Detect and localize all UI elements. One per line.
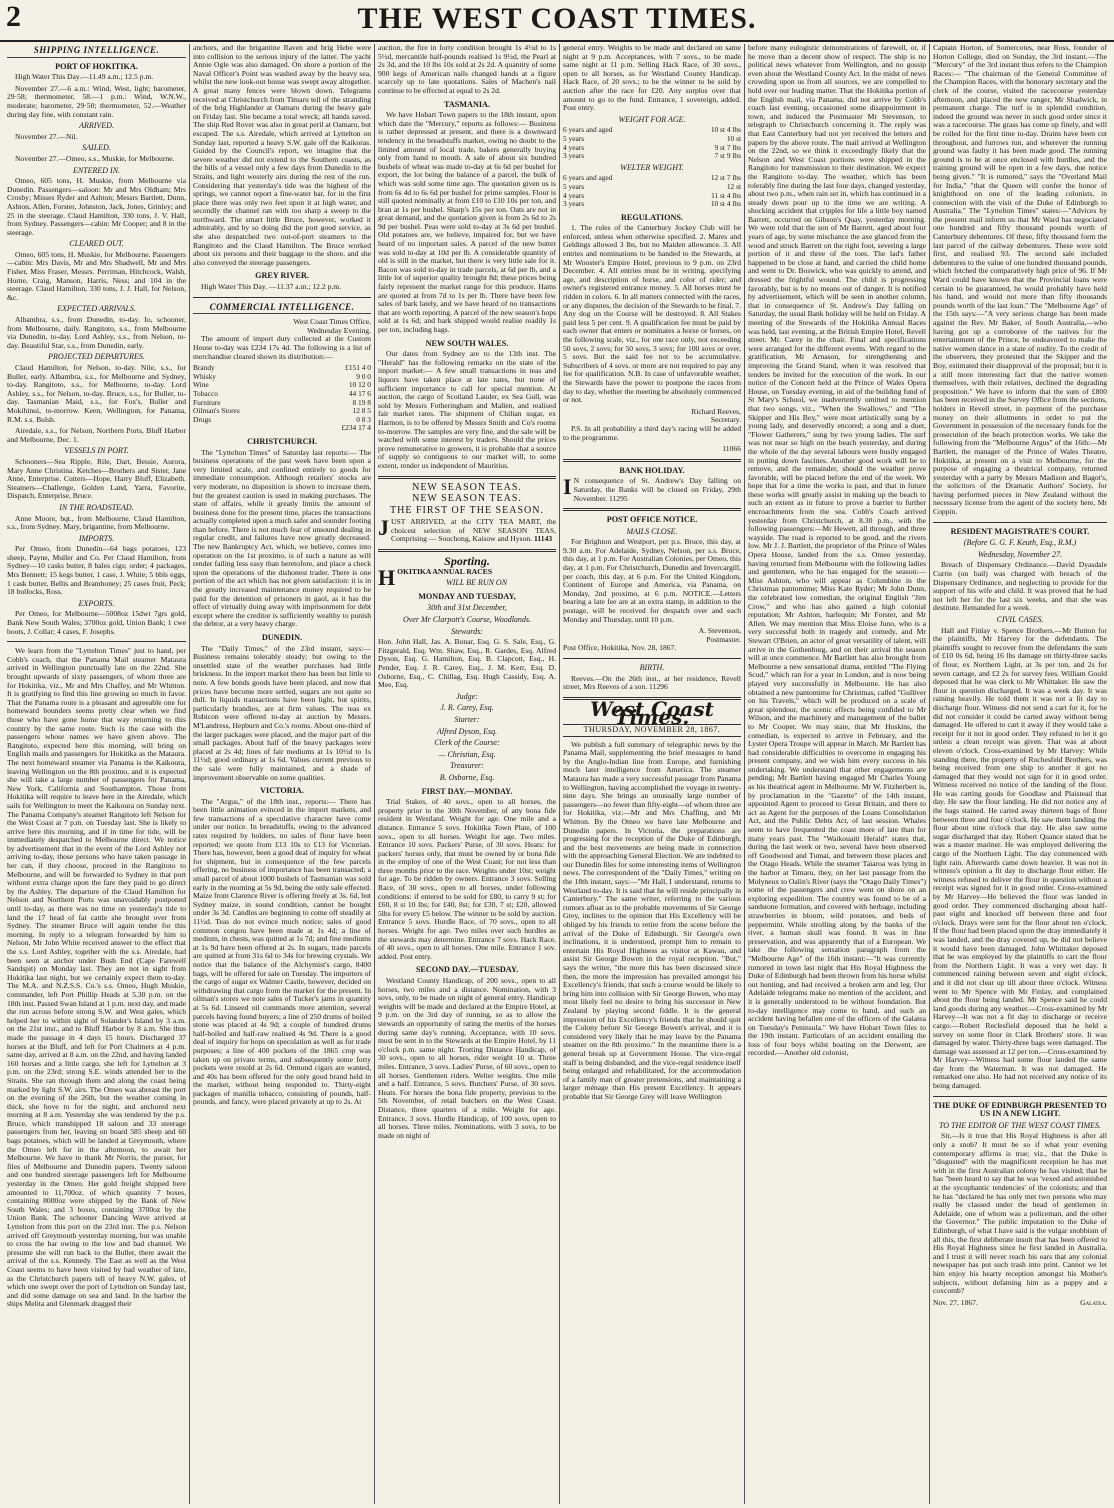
duty-row-label: Wine xyxy=(193,380,209,390)
starter-name: Alfred Dyson, Esq. xyxy=(436,726,498,736)
office-line: West Coast Times Office, xyxy=(293,317,371,327)
welter-row-label: 6 years and aged xyxy=(563,173,613,183)
bank-holiday-text: I N consequence of St. Andrew's Day falling on Saturday, the Banks will be closed on Friday, 29th November. 11295 xyxy=(563,474,741,503)
cleared-heading: CLEARED OUT. xyxy=(69,239,124,249)
races-line-3: MONDAY AND TUESDAY, xyxy=(418,591,516,601)
duty-row-label: Drugs xyxy=(193,414,212,424)
customs-text: The amount of import duty collected at the Custom House to-day was £234 17s 4d. The following is a list of merchandise cleared shown its distribution:— xyxy=(193,334,371,361)
tea-ad-number: 11143 xyxy=(534,534,553,544)
grey-river-heading: GREY RIVER. xyxy=(255,271,309,281)
duty-row-label: Brandy xyxy=(193,363,215,373)
port-heading: PORT OF HOKITIKA. xyxy=(55,61,138,71)
duty-row xyxy=(193,424,371,433)
postmaster-title: Postmaster. xyxy=(706,634,741,644)
duty-row-value: 9 0 0 xyxy=(356,371,371,381)
welter-row-label: 3 years xyxy=(563,199,585,209)
imports-heading: IMPORTS. xyxy=(78,533,115,543)
divider xyxy=(378,549,556,552)
welter-table xyxy=(563,174,741,208)
weight-row-value: 9 st 7 lbs xyxy=(714,142,741,152)
divider xyxy=(7,641,186,642)
weight-for-age-table xyxy=(563,126,741,160)
ps-text: P.S. In all probability a third day's racing will be added to the programme. xyxy=(563,423,741,442)
court-date: Wednesday, November 27. xyxy=(977,549,1063,559)
welter-row-value: 11 st 4 lbs xyxy=(711,190,741,200)
regulations-heading: REGULATIONS. xyxy=(621,212,683,222)
weight-row xyxy=(563,126,741,135)
tea-ad-line-1: NEW SEASON TEAS. xyxy=(412,481,522,493)
duty-row-label: Furniture xyxy=(193,397,221,407)
weight-row-label: 3 years xyxy=(563,151,585,161)
birth-text: Reeves.—On the 26th inst., at her residence, Revell street, Mrs Reeves of a son. 11296 xyxy=(563,673,741,692)
court-text: Breach of Dispensary Ordinance.—David Dyasdale Currie (on bail) was charged with breach of the Dispensary Ordinance, and neglecting to provide for the support of his wife and child. It was proved that he had not left her for the last six weeks, and that she was destitute. Remanded for a week. xyxy=(933,560,1107,613)
cleared-text: Omeo, 605 tons, H. Muskie, for Melbourne. Passengers—cabin: Mrs Davis, Mr and Mrs Shadwell, Mr and Mrs Fisher, Miss Fraser, Messrs. Perriman, Hitchcock, Walsh, Horne, Craig, Manson, Harris, Ness; and 104 in the steerage. Claud Hamilton, 330 tons, J. J. Hall, for Nelson, &c. xyxy=(7,249,186,302)
projected-text: Claud Hamilton, for Nelson, to-day. Nile, s.s., for Buller, early. Albambra, s.s., for Melbourne and Sydney, to-day. Rangitoto, s.s., for Melbourne, to-day. Lord Ashley, s.s., for Nelson, to-day. Bruce, s.s., for Buller, to-day. Tasmanian Maid, s.s., for Fox's, Buller and Mokihinui, to-morrow. Keen, Wellington, for Panama, R.M. s.s. Bulsh. xyxy=(7,363,186,424)
bank-holiday-body: N consequence of St. Andrew's Day falling on Saturday, the Banks will be closed on Friday, 29th November. 11295 xyxy=(573,476,741,503)
shipping-news: We learn from the "Lyttelton Times" just to hand, per Cobb's coach, that the Panama Mail steamer Mataura arrived in Wellington punctually late on the 22nd. She brought upwards of sixty passengers, of whom three are for Hokitika, viz., Mr and Mrs Chaffey, and Mr Whitton. It is gratifying to find this line growing so much in favor. That the Panama route is a pleasant and agreeable one for homeward bounders seems pretty clear when we find those who have gone home that way returning to this country by the same route. Such is the case with the passengers whose names we have given above. The Rangitoto, expected here this morning, will bring on English mails and passengers for Hokitika as the Mataura. The next homeward steamer via Panama is the Kaikoura, leaving Wellington on the 8th proximo, and it is expected she will take a large number of passengers for Panama, New York, California and Southampton. Those from Hokitika will require to leave here in the Airedale, which sails for Wellington to meet the Kaikoura on Sunday next. The Panama Company's steamer Rangitoto left Nelson for the West Coast at 7 p.m. on Tuesday last. She is likely to arrive here this morning, and if in time for tide, will be immediately despatched to Melbourne direct. We notice by advertisement that in the event of the Lord Ashley not arriving to-day, those persons who have taken passage in her can, if they choose, proceed in the Rangitoto to Melbourne, and will be forwarded to Sydney in that port without extra charge upon the fare they paid to go direct by the Ashley. The departure of the Claud Hamilton for Nelson and Northern Ports was unavoidably postponed until to-day, as there was no time on yesterday's tide to land the 17 head of fat cattle she brought over from Sydney. The steamer Bruce will again tender for this morning. In reply to a telegram forwarded by him to Nelson, Mr John White received answer to the effect that the s.s. Lord Ashley, together with the s.s. Airedale, had been seen at anchor under Bush End (Cape Farewell Sandspit) on Monday last. They are not in sight from Hokitika last night, but we certainly expect them to-day. The M.A. and N.Z.S.S. Co.'s s.s. Omeo, Hugh Muskie, commander, left Port Phillip Heads at 5.30 p.m. on the 18th inst. Passed Swan Island at 1 p.m. next day, and made the run across before strong S.W. and West gales, which helped her to within sight of Solander's Island by 3 a.m. on the 21st inst., and to Bluff Harbor by 8 a.m. She thus made the passage in 4 days 15 hours. Discharged 37 horses at the Bluff, and left for Port Chalmers at 4 p.m. same day, arrived at 8 a.m. on the 22nd, and having landed 160 horses and a little cargo, she left for Lyttelton at 3 p.m. on the 23rd; strong S.E. winds attended her to the Straits. She ran through them and along the coast being marked by light S.W. airs. The Omeo was abreast the port on the evening of the 26th, but the weather coming in thick, she hove to for the night, and anchored next morning at 8 a.m. Yesterday she was tendered by the p.s. Bruce, which transhipped 18 saloon and 33 steerage passengers from her, leaving on board 585 sheep and 60 bags potatoes, which will be landed at Greymouth, where the Omeo left for in the afternoon, to await her Melbourne. We have to thank Mr Norris, the purser, for files of Melbourne and Dunedin papers. Twenty saloon and one hundred steerage passengers left for Melbourne yesterday in the Omeo. Her gold freight shipped here amounted to 11,700oz. of which quantity 7 boxes, containing 8000oz were shipped by the Bank of New South Wales; and 3 boxes, containing 3700oz by the Union Bank. The schooner Dancing Wave arrived at Lyttelton from this port on the 23rd inst. The p.s. Nelson arrived off Greymouth yesterday morning, but was unable to cross the bar owing to the low and bad channel. We presume she will run back to the Buller, there await the arrival of the s.s. Kennedy. The East as well as the West Coast seems to have been visited by bad weather of late, as the Christchurch papers tell of heavy N.W. gales, of which one swept over the port of Lyttelton on Sunday last, and did some damage on sea and land. In the harbor the ships Melita and Glenmark dragged their xyxy=(7,646,186,1309)
duty-row-value: £234 17 4 xyxy=(341,423,371,433)
day-two-heading: SECOND DAY.—TUESDAY. xyxy=(415,965,519,975)
masthead xyxy=(0,0,1114,42)
tasmania-text: We have Hobart Town papers to the 18th instant, upon which date the "Mercury," reports as follows:— Business is rather depressed at present, and there is a downward tendency in the breadstuffs market, owing no doubt to the limited amount of local trade, bakers generally buying only from hand to mouth. A sale of about six hundred bushels of wheat was made to-day at 6s 6d per bushel for export, the lot being the balance of a parcel, the bulk of which was sold some time ago. The quotation given us is from 6s 4d to 6s 6d per bushel for prime samples. Flour is still quoted nominally at from £10 to £10 10s per ton, and bran at 1s per bushel. Sharp's 15s per ton. Oats are not in great demand, and the quotation given is from 2s 6d to 2s 9d per bushel. Peas were sold to-day at 3s 6d per bushel. Old potatoes are, we believe, impaired for, but we have heard of no important sales. A parcel of the new butter was sold to-day at 10d per lb. A considerable quantity of old is still in the market, but there is very little sale for it. Bacon was sold to-day in trade parcels, at 6d per lb, and a little lot of superior quality brought 8d; these prices being fairly represent the market range for this produce. Hams are quoted at from 7d to 1s per lb. There have been few sales of bark lately, and we have heard of no transactions that are worth reporting. A parcel of the new season's hops sold at 1s 6d; and bark shipped would realise readily 1s per ton, including bags. xyxy=(378,110,556,334)
divider xyxy=(193,297,371,298)
columns xyxy=(4,44,1110,1504)
grey-river-text: High Water This Day. —11.37 a.m.; 12.2 p.m. xyxy=(201,282,342,292)
post-office-heading: POST OFFICE NOTICE. xyxy=(606,515,698,525)
commercial-heading: COMMERCIAL INTELLIGENCE. xyxy=(193,303,371,315)
day-one-text: Trial Stakes, of 40 sovs., open to all horses, the property prior to the 30th November, of any bona fide resident in Westland. Weight for age. One mile and a distance. Entrance 5 sovs. Hokitika Town Plate, of 100 sovs., open to all horses. Weight for age. Two miles. Entrance 10 sovs. Packers' Purse, of 30 sovs. Heats: for packers' horses only, that must be owned by or bona fide in the employ of one of the West Coast; for not less than three months prior to the race. Weights under 10st; weight for age. To be ridden by owners. Entrance 3 sovs. Selling Race, of 30 sovs., open to all horses, under following conditions: if entered to be sold for £80, to carry 9 st; for £60, 8 st 10 lbs; for £40, 8st; for £30, 7 st; £20, allowed 5lbs for every £5 below. The winner to be sold by auction. Entrance 5 sovs. Hurdle Race, of 70 sovs., open to all horses. Weight for age. Two miles over such hurdles as the stewards may determine. Entrance 7 sovs. Hack Race, of 40 sovs., open to all horses. One mile. Entrance 1 sov. added. Post entry. xyxy=(378,797,556,961)
arrived-heading: ARRIVED. xyxy=(79,121,114,131)
day-one-heading: FIRST DAY.—MONDAY. xyxy=(421,786,513,796)
secretary-name: Richard Reeves, xyxy=(691,406,741,416)
high-water: High Water This Day.—11.49 a.m.; 12.5 p.m. xyxy=(15,72,154,82)
races-title: HOKITIKA ANNUAL RACES xyxy=(378,564,493,590)
exports-text: Per Omeo, for Melbourne—5008oz 15dwt 7grs gold, Bank New South Wales; 3700oz gold, Union Bank; 1 cwe boots, J. Collar; 4 cases, F. Josephs. xyxy=(7,609,186,636)
projected-heading: PROJECTED DEPARTURES. xyxy=(48,352,145,362)
roadstead-heading: IN THE ROADSTEAD. xyxy=(59,502,134,512)
column-4 xyxy=(559,44,744,1504)
duty-row-label: Tobacco xyxy=(193,388,218,398)
welter-row xyxy=(563,200,741,209)
welter-row xyxy=(563,174,741,183)
races-title-text: OKITIKA ANNUAL RACES xyxy=(397,566,493,576)
newspaper-title: THE WEST COAST TIMES. xyxy=(357,2,757,35)
column-6 xyxy=(929,44,1110,1504)
weight-row-value: 10 st xyxy=(726,133,741,143)
court-heading: RESIDENT MAGISTRATE'S COURT. xyxy=(950,526,1090,536)
duty-row-value: 8 19 8 xyxy=(352,397,371,407)
weight-row-value: 10 st 4 lbs xyxy=(710,125,741,135)
shipping-heading: SHIPPING INTELLIGENCE. xyxy=(7,46,186,58)
exports-heading: EXPORTS. xyxy=(78,598,115,608)
letter-signature: Galatea. xyxy=(1080,1297,1107,1307)
races-line-4: 30th and 31st December, xyxy=(427,603,507,613)
divider xyxy=(933,1096,1107,1097)
duty-row-label: Oilman's Stores xyxy=(193,406,240,416)
civil-cases-heading: CIVIL CASES. xyxy=(996,615,1044,624)
editorial-masthead: West Coast Times. xyxy=(590,696,714,730)
victoria-text: The "Argus," of the 18th inst., reports:— There has been little animation evinced in the import markets, and few transactions of a speculative character have come under our notice. In breadstuffs, owing to the advanced rates required by holders, no sales of flour have been reported; we quote from £13 10s to £13 for Victorian. There has, however, been a good deal of inquiry for wheat for shipment, but in consequence of the few parcels offering, no business of importance has been transacted; a small parcel of about 1000 bushels of Tasmanian was sold early in the morning at 5s 9d, being the only sale effected. Maize from Clarence River is offering freely at 3s. 6d, but Sydney maize, in sound condition, cannot be bought under 3s 3d. Candles are beginning to come off steadily at 11½d. Teas do not evince much notice; sales of good common congou have been made at 1s 4d; a line of medium, in chests, was quitted at 1s 7d; and fine mediums at 1s 9d have been offered at 2s. In sugars, trade parcels are quitted at from 31s 6d to 34s for brewing crystals. We notice that the balance of the Alchymist's cargo, 8400 bags, will be offered for sale on Tuesday. The importers of the cargo of sugar ex Walmer Castle, however, decided on withdrawing that cargo from the market for the present. In oilman's stores we note sales of Tucker's jams in quantity at 5s 6d. Linseed oil commands more attention, several parcels having found buyers; a line of 250 drums of boiled stone was placed at 4s 9d; a couple of hundred drums half-boiled and half-raw realised 4s 9d. There is a good deal of inquiry for hops on speculation as well as for trade purposes; a line of 400 pockets of the 1865 crop was taken up on private terms, and subsequently some forty pockets were resold at 2s 6d. Ormond cigars are wanted, and 40s has been offered for the only good brand held in the market, without being responded to. Thirty-eight packages of manilla tobacco, consisting of pounds, half-pounds, and fancy, were placed privately at up to 2s. At xyxy=(193,796,371,1107)
column-1 xyxy=(4,44,189,1504)
welter-row-value: 12 st 7 lbs xyxy=(710,173,741,183)
judge-heading: Judge: xyxy=(456,691,478,701)
tea-ad-body: UST ARRIVED, at the CITY TEA MART, the choicest selection of NEW SEASON TEAS, Comprising — Souchong, Kaisow and Hyson. xyxy=(391,517,556,544)
welter-row-value: 12 st xyxy=(726,181,741,191)
duty-table xyxy=(193,364,371,433)
victoria-continued: auction, the fire in forty condition brought 1s 4½d to 1s 5½d, mercantile half-pounds realised 1s 9½d, the Pearl at 2s 3d, and the 10 lbs 10s sold at 2s 2d. A quantity of some 900 kegs of American nails changed hands at a figure scarcely up to late quotations. Sales of Machen's nail continue to be effected at equal to 2s 2d. xyxy=(378,44,556,95)
birth-heading: BIRTH. xyxy=(639,663,665,672)
judge-name: J. R. Carey, Esq. xyxy=(440,703,494,713)
mails-close-heading: MAILS CLOSE. xyxy=(626,526,678,536)
news-continued: Captain Horton, of Somercotes, near Ross, founder of Horton College, died on Sunday, the 3rd instant.—The "Mercury" of the 3rd instant thus refers to the Champion Races:— "The chairman of the General Committee of the Champion Races, with the honorary secretary and the clerk of the course, visited the racecourse yesterday afternoon, and placed the new ranger, Mr Shadwick, in permanent charge. The turf is in splendid condition, indeed the ground was never in such good order since it was a racecourse. The grass has come up finely, and will be rolled for the first time to-day. Drains have been cut throughout, and furrows run, and wherever the running ground was faulty it has been made good. The running ground is to be at once enclosed with hurdles, and the training ground will be open in a few days, due notice being given." "It is rumored," says the "Overland Mail for India," "that the Queen will confer the honor of knighthood on one of the leading colonists, in connection with the visit of the Duke of Edinburgh to Australia." The "Lyttelton Times" states:—"Advices by the present mail inform us that Mr Ward has negociated one hundred and fifty thousand pounds worth of Canterbury debentures. Of these, fifty thousand form the last parcel of the railway debentures. These were sold first, and realised 93. The second sale included debentures to the value of one hundred thousand pounds, which fetched the comparatively high price of 96. If Mr Ward could have known that the Provincial loans were certain to be guaranteed, he would probably have held his hand, and would not more than fifty thousands pounds worth of the last loan." The "Melbourne Age" of the 15th says:—"A very serious charge has been made against the Rev. Mr Baker, of South Australia,—who having got up a corroboree of the natives for the entertainment of the Prince, he endeavored to make the native women dance in a state of nudity. To the credit of the observers, they protested that the Skipper and the Boy, estimated their disapproval of the proposal; but it is a still more interesting fact that the native women themselves, with their relatives, declined the degrading proposition." We have to inform that the sum of £800 has been received in the Survey Office from the sections, holders in Revell street, in payment of the purchase money on their allotments in order to put the Government in possession of the necessary funds for the prosecution of the beach protection works. We take the following from the "Melbourne Argus" of the 16th:—Mr Bartlett, the manager of the Prince of Wales Theatre, Hokitika, at present on a visit to Melbourne, for the purpose of engaging a theatrical company, returned yesterday with a party by Messrs Madison and Bagot's, the solicitors of the Dramatic Authors' Society, for having performed pieces in New Zealand without the necessary license from the agent of the society here, Mr Coppin. xyxy=(933,44,1107,517)
races-line-5: Over Mr Clarpott's Course, Woodlands. xyxy=(402,615,532,625)
page-number: 2 xyxy=(6,0,21,33)
duty-row-label: Whisky xyxy=(193,371,216,381)
court-magistrate: (Before G. G. F. Keuth, Esq., R.M.) xyxy=(963,538,1077,548)
roadstead-text: Anne Moore, bqt., from Melbourne. Claud Hamilton, s.s., from Sydney. Mary, brigantine, from Melbourne. xyxy=(7,513,186,532)
nsw-text: Our dates from Sydney are to the 13th inst. The "Herald" has the following remarks on the state of the import market:— A few small transactions in teas and liquors have taken place at late rates, but none of sufficient importance to call for special mention. At auction, the cargo of Scotland Lauder, ex Sea Gull, was sold by Messrs Fotheringham and Mallen, and realised fair market rates. The shipment of Chilian sugar, ex Harmon, is to be offered by Messrs Smith and Co's rooms to-morrow. The samples are very fine, and the sale will be watched with some interest by traders. Should the prices prove remunerative to growers, it is probable that a source of supply so contiguous to our market will, to some extent, render us independent of Mauritius. xyxy=(378,349,556,470)
weight-row-label: 6 years and aged xyxy=(563,125,613,135)
welter-row-value: 10 st 4 lbs xyxy=(710,199,741,209)
arrived-text: November 27.—Nil. xyxy=(15,131,78,141)
duke-letter-heading: THE DUKE OF EDINBURGH PRESENTED TO US IN A NEW LIGHT. xyxy=(933,1100,1107,1119)
expected-heading: EXPECTED ARRIVALS. xyxy=(57,304,136,314)
postmaster-name: A. Stevenson, xyxy=(698,626,741,636)
stewards-heading: Stewards: xyxy=(451,626,483,636)
dunedin-heading: DUNEDIN. xyxy=(261,633,303,642)
welter-row-label: 4 years xyxy=(563,190,585,200)
imports-text: Per Omeo, from Dunedin—64 bags potatoes, 123 sheep, Payne, Muller and Co. Per Claud Hamilton, from Sydney—10 casks butter, 8 bales cigs; order; 4 packages, Mrs Bennett; 15 kegs butter, 1 case, J. White; 5 bbls eggs, 1 cask butter, Bellis and Bramhoney; 25 cases fruit, Peck; 18 bullocks, Ross. xyxy=(7,544,186,597)
duke-letter-addressee: TO THE EDITOR OF THE WEST COAST TIMES. xyxy=(938,1120,1102,1130)
expected-text: Albambra, s.s., from Dunedin, to-day. Io, schooner, from Melbourne, daily. Rangitoto, s.s., from Melbourne via Dunedin, to-day. Lord Ashley, s.s., from Nelson, to-day. Beautiful Star, s.s., from Dunedin, early. xyxy=(7,315,186,350)
day-two-text: Westland County Handicap, of 200 sovs., open to all horses, two miles and a distance. Nomination, with 3 sovs, only, to be made on night of general entry. Handicap weights will be made and declared at the Empire Hotel, at 9 p.m. on the 3rd day of running, so as to allow the stewards an opportunity of rating the merits of the horses during same day's running. Acceptance, with 10 sovs. must be sent in to the Stewards at the Empire Hotel, by 11 o'clock p.m. same night. Trotting Distance Handicap, of 30 sovs., open to all horses, rider weight 10 st. Three miles. Entrance, 3 sovs. Ladies' Purse, of 60 sovs., open to all horses. Gentlemen riders. Welter weights. One mile and a half. Entrance, 5 sovs. Butchers' Purse, of 30 sovs. Heats. For horses the bona fide property, previous to the 5th November, of retail butchers on the West Coast. Distance, three quarters of a mile. Weight for age. Entrance, 3 sovs. Hurdle Handicap, of 100 sovs, open to all horses. Three miles. Nominations, with 3 sovs, to be made on night of xyxy=(378,976,556,1140)
divider xyxy=(378,476,556,479)
weight-for-age-heading: WEIGHT FOR AGE. xyxy=(618,114,686,124)
nsw-heading: NEW SOUTH WALES. xyxy=(425,338,509,348)
duty-row xyxy=(193,407,371,416)
duty-row xyxy=(193,373,371,382)
sporting-heading: Sporting. xyxy=(444,554,490,569)
tasmania-heading: TASMANIA. xyxy=(443,99,491,109)
weight-row-label: 4 years xyxy=(563,142,585,152)
clerk-heading: Clerk of the Course: xyxy=(434,738,500,748)
races-continued: general entry. Weights to be made and declared on same night at 9 p.m. Acceptances, with 7 sovs., to be made same night at 11 p.m. Selling Hack Race, of 30 sovs., open to all horses, as for Westland County Handicap. Hack Race, of 20 sovs.; to be the winner to be sold by auction after the race for £20. Any surplus over that amount to go to the fund. Entrance, 1 sovereign, added. Post entry. xyxy=(563,44,741,113)
divider xyxy=(933,522,1107,523)
duty-row xyxy=(193,364,371,373)
duty-row-value: 44 17 6 xyxy=(348,388,371,398)
divider xyxy=(563,508,741,511)
welter-row-label: 5 years xyxy=(563,181,585,191)
weight-row xyxy=(563,152,741,161)
in-port-heading: VESSELS IN PORT. xyxy=(64,446,129,456)
post-office-text: For Brighton and Westport, per p.s. Bruce, this day, at 9.30 a.m. For Adelaide, Sydney, Nelson, per s.s. Bruce, this day, at 1 p.m. For Australian Colonies, per Omeo, this day, at 1 p.m. For Christchurch, Dunedin and Invercargill, per coach, this day, at 6 p.m. For the United Kingdom, Continent of Europe and America, via Panama, on Monday, 2nd proximo, at 6 p.m. NOTICE.—Letters bearing a late fee are at an extra stamp, in addition to the postage, will be received for despatch over and each Monday and Thursday, until 10 p.m. xyxy=(563,537,741,624)
races-line-2: WILL BE RUN ON xyxy=(446,578,508,588)
entered-text: Omeo, 605 tons, H. Muskie, from Melbourne via Dunedin. Passengers—saloon: Mr and Mrs Oldham; Mrs Crosby; Misses Ryder and Ashton; Messrs Bartlett, Dunn, Ashton, Allen, Forster, Johnston, Jack, Jones, Grinley; and 25 in the steerage. Claud Hamilton, 330 tons, J. V. Hall, from Sydney. Passengers—cabin: Mr Cooper; and 8 in the steerage. xyxy=(7,176,186,237)
victoria-heading: VICTORIA. xyxy=(260,786,304,796)
column-3 xyxy=(374,44,559,1504)
weather-report: November 27.—6 a.m.: Wind, West, light; barometer, 29·58; thermometer, 58.—1 p.m.: Wind, W.N.W., moderate; barometer, 29·50; thermometer, 52.—Weather during day fine, with constant rain. xyxy=(7,83,186,119)
letter-signoff xyxy=(933,1299,1107,1308)
ports-text: Airedale, s.s., for Nelson, Northern Ports, Bluff Harbor and Melbourne, Dec. 1. xyxy=(7,426,186,444)
civil-cases-text: Hall and Finlay v. Spence Brothers.—Mr Button for the plaintiffs, Mr Harvey for the defendants. The plaintiffs sought to recover from the defendants the sum of £10 0s 6d, being 16 lbs damage on thirty-three sacks of flour, ex Northern Light, at 3s per ton, and 2s for seven cartage, and £2 2s for survey fees. William Gould deposed that he was clerk to Mr Whittaker. He saw the flour in question discharged. It was a week day. It was raining heavily. He told them it was not a fit day to discharge flour. Witness did not send a cart for it, for he did not consider it could be carted away without being damaged. He offered to cart it away if they would take a receipt for it not in good order. They refused to let it go unless a clean receipt was given. That was at about eleven o'clock. Cross-examined by Mr Harvey: While standing there, the property of Rochesfeld Brothers, was being received from one ship to another it got no damaged that they would not sign for it in good order. Witness received no notice of the landing of the flour. He was carting goods for Goodlaw and Plaistead that day. He saw the flour landing. He did not notice any of the bags stained. He carted away thirteen bags of flour between three and four o'clock. He saw them landing the flour about nine o'clock that day. He also saw some sugar discharged that day. Robert Quance stated that he was a master mariner. He was employed delivering the cargo of the Northern Light. The day commenced with light rain. Afterwards came down heavier. It was not in witness's opinion a fit day to discharge flour either. He witness refused to deliver the flour in question without a receipt was signed for it in good order. Cross-examined by Mr Harvey—He believed the flour was landed in good order. They commenced discharging about half-past eight and knocked off between three and four o'clock. Drays were sent for the flour about ten o'clock. If the flour had been placed upon the dray immediately it was landed, and the dray covered up, he did not believe it would have been damaged. John Whittaker deposed that he was employed by the plaintiffs to cart the flour from the Northern Light. It was a very wet day. It commenced raining between seven and eight o'clock, and it did not clear up till about three o'clock. Witness went to Mr Spence with Mr Finlay, and complained about the flour being landed. Mr Spence said he could land goods during any weather.—Cross-examined by Mr Harvey—It was not a fit day to discharge or receive cargo.—Robert Reclesfield deposed that he held a survey on some flour in Clark Brothers' store. It was damaged by water. Thirty-three bags were damaged. The damage was assessed at 12 per ton.—Cross-examined by Mr Harvey—Witness had some flour landed the same day from the Waterman. It was not damaged. He remarked one also. He had not received any notice of its being damaged. xyxy=(933,625,1107,1091)
divider xyxy=(563,658,741,659)
duty-row-value: £151 4 0 xyxy=(345,363,371,373)
duty-row-value: 12 8 5 xyxy=(352,406,371,416)
tea-ad-text: JUST ARRIVED, at the CITY TEA MART, the choicest selection of NEW SEASON TEAS, Comprising — Souchong, Kaisow and Hyson. 11143 xyxy=(378,515,556,544)
treasurer-name: B. Osborne, Esq. xyxy=(439,772,495,782)
sailed-heading: SAILED. xyxy=(82,143,111,153)
duty-row xyxy=(193,381,371,390)
tea-ad-line-2: NEW SEASON TEAS. xyxy=(412,493,522,505)
column-2 xyxy=(189,44,374,1504)
duty-row-value: 0 8 3 xyxy=(356,414,371,424)
letter-date: Nov. 27, 1867. xyxy=(933,1297,978,1307)
divider xyxy=(563,459,741,462)
in-port-text: Schooners—Sea Ripple, Rile, Dart, Bessie, Aurora, Mary Anne Christina. Ketches—Brothers and Sister, Jane Anne, Enterprise. Cutters—Hope, Harry Bluff, Elizabeth. Steamers—Challenge, Golden Land, Yarra, Favorite, Dispatch, Enterprise, Bruce. xyxy=(7,456,186,501)
clerk-name: — Christian, Esq. xyxy=(438,749,496,759)
ps-number: 11066 xyxy=(722,444,741,454)
stewards-list: Hon. John Hall, Jas. A. Bonar, Esq. G. S. Sale, Esq., G. Fitzgerald, Esq. Wm. Shaw, Esq., R. Gardes, Esq. Alfred Dyson, Esq. G. Hamilton, Esq. B. Clapcott, Esq., H. Pender, Esq. J. R. Carey, Esq., J. M. Kerr, Esq. D. Osborne, Esq., C. Chillag, Esq. Hugh Cassidy, Esq. A. Mee, Esq. xyxy=(378,637,556,690)
welter-heading: WELTER WEIGHT. xyxy=(620,162,684,172)
entered-heading: ENTERED IN. xyxy=(72,165,121,175)
weight-row-value: 7 st 9 lbs xyxy=(714,151,741,161)
treasurer-heading: Treasurer: xyxy=(450,761,484,771)
editorial-date: THURSDAY, NOVEMBER 28, 1867. xyxy=(563,724,741,737)
tea-ad-line-3: THE FIRST OF THE SEASON. xyxy=(390,504,544,516)
dunedin-text: The "Daily Times," of the 23rd instant, says:— Business remains tolerably steady; but owing to the unsettled state of the weather purchases had little briskness. In the import market there has been but little to note. A few bonds goods have been placed, and now that prices have become more settled, sugars are not quite so dull. In liquids transactions have been light, but spirits, particularly brandies, are at firm values. The teas ex Rubicon were offered to-day at auction by Messrs. M'Landress, Hepburn and Co.'s rooms. About one-third of the larger packages were placed, and the major part of the small packages. About half of the heavy packages were placed at 2s 4d; lines of fair mediums at 1s 10½d to 1s 11½d; good ordinary at 1s 6d. Values current previous to the sale were fully maintained, and a shade of improvement observable on some qualities. xyxy=(193,643,371,782)
shipping-continued: anchors, and the brigantine Raven and brig Hebe were into collision to the serious injury of the latter. The yacht Annie Ogle was also damaged. On shore a portion of the Naval Officer's Point was washed away by the heavy sea, whilst the new look-out house was swept away altogether. A great many fences were blown down. Telegrams received at Christchurch from Timaru tell of the stranding of the brig Highlander at Oamaru during the heavy gale on Friday last. She became a total wreck; all hands saved. The ship Red Rover was also in great peril at Oamaru, but escaped. The s.s. Airedale, which arrived at Lyttelton on Sunday last, reported a heavy S.W. gale off the Kaikoras. Guided by the Council's report, we imagine that the severe weather did not extend to the Southern coasts, as the bills of a vessel only a few days from Dunedin to the Straits, and light westerly airs during the rest of the run. Considering that yesterday's tide was the highest of the springs, we cannot report a fine-water bar, for in the first place there was only two feet upon it at high water, and secondly the channel ran with too sharp a sweep to the northward. The smart little Bruce, however, worked it admirably, and by so doing did the port good service, as she also despatched two out-of-port steamers to the Rangitoto and the Claud Hamilton. The Bruce worked about six persons and their baggage to the shore, and she also conveyed the steerage passengers. xyxy=(193,44,371,267)
sailed-text: November 27.—Omeo, s.s., Muskie, for Melbourne. xyxy=(15,153,175,163)
bank-holiday-heading: BANK HOLIDAY. xyxy=(619,465,685,475)
duty-row-value: 10 12 0 xyxy=(348,380,371,390)
christchurch-text: The "Lyttelton Times" of Saturday last reports:— The business operations of the past week have been upon a very limited scale, and confined entirely to goods for immediate consumption. Although retailers' stocks are very moderate, no disposition is shown to increase them, but the greatest caution is used in making purchases. The state of affairs, while it greatly limits the amount of business done for the present time, places the transactions actually completed upon a much safer and sounder footing than before. There is not much fear of unsound dealing in regular credit, and failures have now greatly decreased. The new Bankruptcy Act, which, we believe, comes into operation on the 1st proximo, is of such a nature as will render failing less easy than heretofore, and place a check upon the operations of the dishonest trader. There is one portion of the act which has not given satisfaction: it is in the greatly increased maintenance money required to be paid for the detention of prisoners in gaol, as it has the effect of virtually doing away with imprisonment for debt except where the creditor is sufficiently wealthy to punish the debtor, at a very heavy charge. xyxy=(193,447,371,629)
duke-letter-text: Sir,—Is it true that His Royal Highness is after all only a snob? It must be so if what your evening contemporary affirms is true; viz., that the Duke is "disgusted" with the magnificent reception he has met with in the first Australian colony he has visited; that he has "been heard to say that he was 'vexed and astonished at the sycophantic tendencies' of the colonists; and that he has "declared he has only met two persons who may really be classed under the head of gentlemen in Adelaide, one of whom was a policeman, and the other the Governor." The public imputation to the Duke of Edinburgh, of what I have said is the vulgar snobbism of all this, the first deliberate insult that has been offered to His Royal Highness since he first landed in Australia, and I trust it will never reach his ears that any colonial newspaper has put such trash into print. Cannot we let him enjoy his hearty reception amongst his Mother's subjects, without defaming him as a puppy and a coxcomb? xyxy=(933,1131,1107,1296)
column-5 xyxy=(744,44,929,1504)
starter-heading: Starter: xyxy=(454,714,480,724)
local-news: before many eulogistic demonstrations of farewell, or, if he move than a decent show of respect. The ship is no political news whatever from Wellington, and no gossip even about the Westland County Act. In the midst of news crowding upon us from all sources, we are compelled to hold over our leading matter. That the Hokitika portion of the English mail, via Panama, did not arrive by Cobb's coach last evening, occasioned some disappointment in town, and induced the Postmaster Mr Stevenson, to telegraph to Christchurch concerning it. The reply was that East Canterbury had not yet received the letters and papers by the above route. The mail arrived at Wellington on the 22nd, so we think it exceedingly likely that the Nelson and West Coast portions were shipped in the Rangitoto for transmission to their destination. We expect the Rangitoto to-day. The weather, which has been tolerably fine during the last four days, changed yesterday, about two p.m., when rain set in, which has continued in a steady down pour up to the time we are writing. A shocking accident that cripples for life a little boy named Barrett, occurred on Gibson's Quay, yesterday morning. We were told that the son of Mr Barrett, aged about four years of age, by some mischance the axe glanced from the wood and struck Barrett on the right foot, severing a large portion of it and three of the toes. The lad's father happened to be close at hand, and carried the child home and went to Dr. Boswick, who was quickly to attend, and dressed the frightful wound. The child is progressing favorably, but is by no means out of danger. It is notified by advertisement, which will be seen in another column, that in consequence of St. Andrew's Day falling on Saturday, the usual Bank holiday will be held on Friday. A meeting of the Stewards of the Hokitika Annual Races was held, last evening, at the British Empire Hotel, Revell street. Mr. Carey in the chair. Final and specifications were arranged for the different events. With regard to the gratification, Mr Arnason, for strengthening and improving the Grand Stand, when it was resolved that tenders be invited for the execution of the work. In our notice of the Concert held at the Prince of Wales Opera House, on Tuesday evening, in aid of the building fund of St Mary's School, we inadvertently omitted to mention that two songs, viz., "When the Swallows," and "The Skipper and His Boy," were most artistically sung by a young lady, and deservedly encored; a song and a duet, "Flower Gatherers," sung by two young ladies. The surf was not near so high on the beach yesterday, and during the whole of the day several labours were busily engaged in putting down fascines. Another good work will be to remove, and the remainder, should the weather prove favorable, will be placed before the end of the week. We hope that for a time the works is past, and that in future these works will greatly assist in making up the beach to such an extent as in future to prove a barrier to further encroachments from the sea. Cobb's Coach arrived yesterday from Christchurch, at 8.30 p.m., with the following passengers:—Mr Hewett, all through, and three wayside. The road is reported to be good, and the rivers low. Mr J. J. Bartlett, the proprietor of the Prince of Wales Opera House, landed from the s.s. Omeo yesterday, having returned from Melbourne with the following ladies and gentlemen, who he has engaged for the season:—Miss Ashton, who will appear as Columbine in the Christmas pantomime; Miss Kate Ryder; Mr John Dunn, the celebrated low comedian, the original English "Jim Crow," and who has also gained a high colonial reputation; Mr Ashton, harlequin; Mr Forster, and Mr Allen. We may mention that Miss Eloise Juno, who is a very successful both in tragedy and comedy, and Mr Stewart O'Brien, an actor of great versatility of talent, will arrive in the Gothenburg, and on their arrival the season will at once commence. Mr Bartlett has also brought from Melbourne a new sensational drama, entitled "The Flying Scud," which ran for a year in London, and is now being played very successfully in Melbourne. He has also obtained a new pantomime for Christmas, called "Gulliver on his Travels," which will be produced on a scale of great splendour, the scenic effects being confided to Mr Wilson, and the machinery and management of the ballet to Mr Cooper. We may state, that Mr Hoskins, the comedian, is expected to arrive in February, and the Lyster Opera Troupe will appear in March. Mr Bartlett has had considerable difficulties to overcome in engaging his present company, and we wish him every success in his undertaking. We understand that other engagements are pending; Mr Bartlett having engaged Mr Charles Young as his theatrical agent in Melbourne. Mr W. Fitzherbert is, by proclamation in the "Gazette" of the 14th instant, appointed Agent to proceed to Great Britain, and there to act as Agent for the purposes of the Loans Consolidation Act, and the Public Debts Act, of last session. Whales seem to have frequented the coast more of late than for many years past. The "Waikouaiti Herald" states that, during the last week or two, several have been observed off Goodwood and Tumai, and between those places and the Otago Heads. While the steamer Taiaroa was lying in the harbor at Timaru, they, on her last passage from the Molyneux to Oalin's River (says the "Otago Daily Times") some of the passengers and crew went on shore on an exploring expedition. The country was found to be of a sandstone formation, and covered with herbage, including strawberries in bloom, wild potatoes, and beds of peppermint. While strolling along by the banks of the river, a human skull was found. It was in fine preservation, and was apparently that of a European. We take the following sensation paragraph from the "Melbourne Age" of the 16th instant:—"It was currently rumored in town last night that His Royal Highness the Duke of Edinburgh had been thrown from his horse whilst out hunting, and had received a broken arm and leg. Our Adelaide telegrams make no mention of the accident, and it is generally understood to be without foundation. But to-day intelligence may come to hand, and such an accident having befallen one of the officers of the Galatea on Tuesday's Peninsula." We have Hobart Town files to the 19th instant. Particulars of an accident entailing the loss of four boys whilst boating on the Derwent, are recorded.—Another old colonist, xyxy=(748,44,926,1058)
post-office-date: Post Office, Hokitika, Nov. 28, 1867. xyxy=(563,643,677,653)
office-date: Wednesday Evening. xyxy=(307,325,371,335)
editorial-text: We publish a full summary of telegraphic news by the Panama Mail, supplementing the brief messages to hand by the Anglo-Indian line from Europe, and furnishing much later intelligence from America. The steamer Mataura has made a very successful passage from Panama to Wellington, having accomplished the voyage in twenty-nine days. She brings an unusually large number of passengers—no fewer than fifty-eight—of whom three are for Hokitika, viz:—Mr and Mrs Chaffing, and Mr Whitton. By the Omeo we have late Melbourne and Dunedin papers. In Victoria, the preparations are progressing for the reception of the Duke of Edinburgh, and the best movements are being made in connection with the approaching General Election. We are indebted to our Dunedin files for some interesting items of Wellington news. The correspondent of the "Daily Times," writing on the 18th instant, says:—"Mr Hall, I understand, returns to Westland to-day. It is said that he will reside principally in Canterbury." The same writer, referring to the various rumors afloat as to the probable movements of Sir George Grey, inclines to the opinion that His Excellency will be obliged by his friends to retire from the scene before the arrival of the Duke of Edinburgh. Sir George's own inclinations, it is understood, prompt him to remain to entertain His Royal Highness as visitor at Kawau, and assist Sir George Bowen in the royal reception. "But," says the writer, "the more this has been discussed since then, the more the impression has prevailed amongst his Excellency's friends, that such a course would be likely to bring him into collision with Sir George Bowen, who may most likely feel no desire to bring his successor in New Zealand by playing second fiddle. It is the general impression of his Excellency's friends that he should quit the Colony before Sir George Bowen's arrival, and it is considered very likely that he may leave by the Panama steamer on the 8th proximo." In the meantime there is a general break up at Government House. The vice-regal staff is being disbanded, and the vice-regal residence itself being enlarged and rehabilitated, for the accommodation of a family man of greater pretensions, and maintaining a larger ménage than His present Excellency. It appears probable that Sir George Grey will leave Wellington xyxy=(563,739,741,1101)
weight-row-label: 5 years xyxy=(563,133,585,143)
christchurch-heading: CHRISTCHURCH. xyxy=(247,436,317,446)
secretary-title: Secretary. xyxy=(710,415,741,425)
regulations-text: 1. The rules of the Canterbury Jockey Club will be enforced, unless when otherwise specified. 2. Mares and Geldings allowed 3 lbs, but no Maiden allowance. 3. All entries and nominations to be handed to the Stewards, at Mr Wooster's Empire Hotel, previous to 9 p.m. on 23rd December. 4. All entries must be in writing, specifying age, and description of horse, and color of rider; and owner's registered entrance money. 5. All horses must be ridden in colors. 6. In all matters connected with the races, or any disputes, the decision of the Stewards to be final. 7. Any dog on the Course will be destroyed. 8. All Stakes paid less 5 per cent. 9. A qualification fee must be paid by each owner that enters or nominates a horse or horses, on the following scale, viz., for one race only, not exceeding 50 sovs, 2 sovs; for 50 sovs, 3 sovs; for 100 sovs or over, 5 sovs. But the said fee not to be accumulative. Subscribers of 4 sovs. or more are not required to pay any fee for qualification. N.B. In case of unfavorable weather, the Stewards have the power to postpone the races from day to day, whether the meeting be absolutely commenced or not. xyxy=(563,223,741,405)
